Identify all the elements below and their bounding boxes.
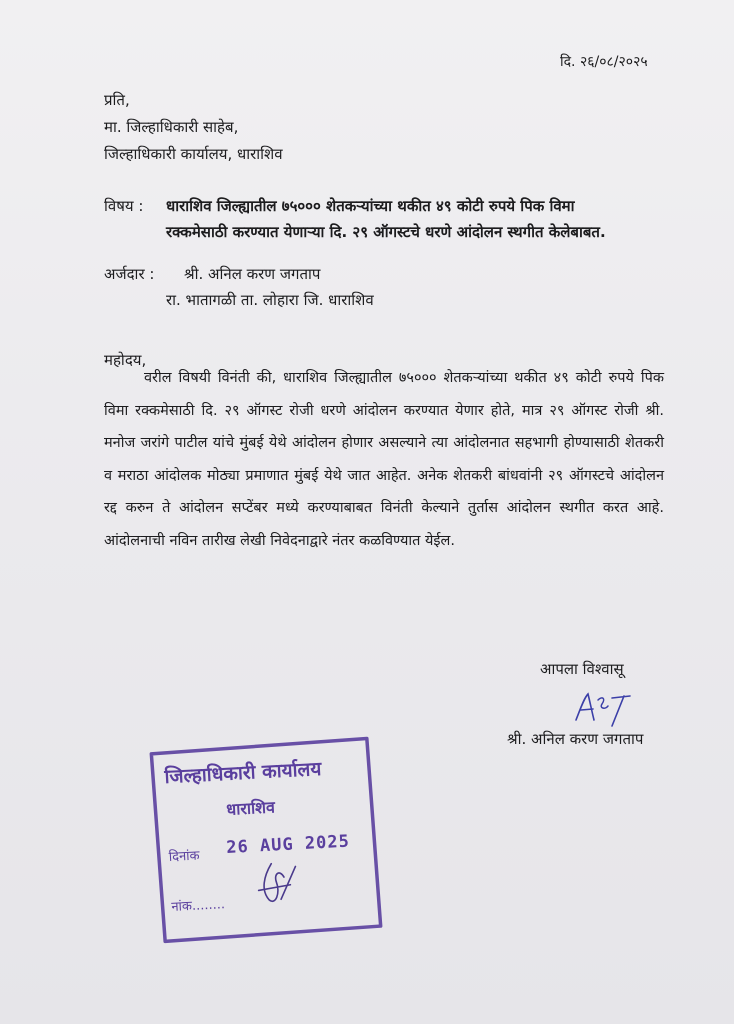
applicant-address: रा. भातागळी ता. लोहारा जि. धाराशिव bbox=[166, 291, 374, 309]
stamp-date: 26 AUG 2025 bbox=[225, 831, 351, 859]
subject-label: विषय : bbox=[104, 197, 144, 215]
addressee-prati: प्रति, bbox=[104, 91, 130, 109]
subject-line-2: रक्कमेसाठी करण्यात येणाऱ्या दि. २९ ऑगस्टचे धरणे आंदोलन स्थगीत केलेबाबत. bbox=[166, 223, 606, 241]
applicant-name: श्री. अनिल करण जगताप bbox=[184, 265, 321, 283]
addressee-line-2: जिल्हाधिकारी कार्यालय, धाराशिव bbox=[104, 145, 283, 163]
handwritten-signature bbox=[572, 690, 642, 730]
office-stamp bbox=[145, 734, 385, 946]
salutation: महोदय, bbox=[104, 351, 147, 369]
signatory-name: श्री. अनिल करण जगताप bbox=[507, 730, 644, 748]
stamp-number-label: नांक........ bbox=[171, 897, 226, 915]
stamp-city: धाराशिव bbox=[225, 797, 276, 819]
stamp-date-label: दिनांक bbox=[168, 848, 200, 866]
closing-line: आपला विश्वासू bbox=[540, 660, 624, 678]
subject-line-1: धाराशिव जिल्ह्यातील ७५००० शेतकऱ्यांच्या थकीत ४९ कोटी रुपये पिक विमा bbox=[166, 197, 575, 215]
stamp-signature bbox=[249, 858, 302, 913]
applicant-label: अर्जदार : bbox=[104, 265, 155, 283]
letter-date: दि. २६/०८/२०२५ bbox=[560, 54, 648, 70]
addressee-line-1: मा. जिल्हाधिकारी साहेब, bbox=[104, 118, 239, 136]
stamp-office: जिल्हाधिकारी कार्यालय bbox=[163, 757, 322, 789]
letter-body: वरील विषयी विनंती की, धाराशिव जिल्ह्यातील ७५००० शेतकऱ्यांच्या थकीत ४९ कोटी रुपये पिक विमा रक्कमेसाठी दि. २९ ऑगस्ट रोजी धरणे आंदोलन करण्यात येणार होते, मात्र २९ ऑगस्ट रोजी श्री. मनोज जरांगे पाटील यांचे मुंबई येथे आंदोलन होणार असल्याने त्या आंदोलनात सहभागी होण्यासाठी शेतकरी व मराठा आंदोलक मोठ्या प्रमाणात मुंबई येथे जात आहेत. अनेक शेतकरी बांधवांनी २९ ऑगस्टचे आंदोलन रद्द करुन ते आंदोलन सप्टेंबर मध्ये करण्याबाबत विनंती केल्याने तुर्तास आंदोलन स्थगीत करत आहे. आंदोलनाची नविन तारीख लेखी निवेदनाद्वारे नंतर कळविण्यात येईल. bbox=[104, 370, 664, 549]
